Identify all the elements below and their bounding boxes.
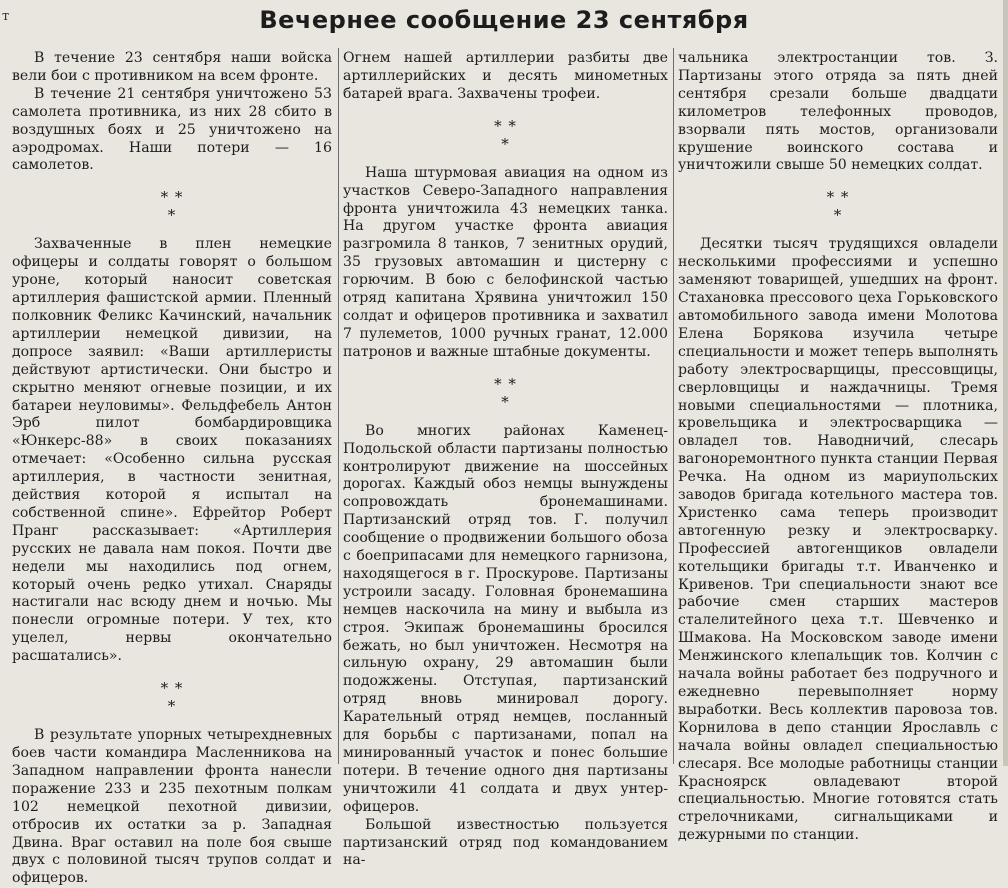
paragraph: Огнем нашей артиллерии разбиты две артиллерийских и десять минометных батарей врага. Захвачены трофеи. xyxy=(343,50,668,102)
paragraph: Десятки тысяч трудящихся овладели несколькими профессиями и успешно заменяют товарищей, ушедших на фронт. Стахановка прессового цеха Горьковского автомобильного завода имени Молотова Елена Борякова изучила четыре специальности и может теперь выполнять работу электросварщицы, прессовщицы, сверловщицы и наждачницы. Тремя новыми специальностями — плотника, кровельщика и электросварщика — овладел тов. Наводничий, слесарь вагоноремонтного пункта станции Первая Речка. На одном из мариупольских заводов бригада котельного мастера тов. Христенко сама теперь производит автогенную резку и электросварку. Профессией автогенщиков овладели котельщики бригады т.т. Иванченко и Кривенов. Три специальности знают все рабочие смен старших мастеров сталелитейного цеха т.т. Шевченко и Шмакова. На Московском заводе имени Менжинского клепальщик тов. Колчин с начала войны работает без подручного и ежедневно перевыполняет норму выработки. Весь коллектив паровоза тов. Корнилова в депо станции Ярославль с начала войны овладел специальностью слесаря. Все молодые работницы станции Красноярск овладевают второй специальностью. Многие готовятся стать стрелочниками, сигнальщиками и дежурными по станции. xyxy=(678,236,998,844)
paragraph: Наша штурмовая авиация на одном из участков Северо-Западного направления фронта уничтожила 43 немецких танка. На другом участке фронта авиация разгромила 8 танков, 7 зенитных орудий, 35 грузовых автомашин и цистерну с горючим. В бою с белофинской частью отряд капитана Хрявина уничтожил 150 солдат и офицеров противника и захватил 7 пулеметов, 1000 ручных гранат, 12.000 патронов и важные штабные документы. xyxy=(343,164,668,360)
paragraph: Большой известностью пользуется партизанский отряд под командованием на- xyxy=(343,816,668,869)
column-2 xyxy=(343,50,668,869)
page-edge xyxy=(1003,0,1008,766)
paragraph: чальника электростанции тов. З. Партизаны этого отряда за пять дней сентября срезали больше двадцати километров телефонных проводов, взорвали пять мостов, организовали крушение воинского состава и уничтожили свыше 50 немецких солдат. xyxy=(678,50,998,174)
paragraph: В течение 23 сентября наши войска вели бои с противником на всем фронте. xyxy=(12,50,332,84)
section-separator: * * * xyxy=(826,188,850,225)
section-separator: * * * xyxy=(494,116,517,153)
column-divider xyxy=(673,48,674,764)
article-title: Вечернее сообщение 23 сентября xyxy=(259,6,749,34)
section-separator: * * * xyxy=(160,188,184,225)
margin-fragment: т xyxy=(2,9,10,24)
column-3 xyxy=(678,50,998,844)
paragraph: Во многих районах Каменец-Подольской области партизаны полностью контролируют движение на шоссейных дорогах. Каждый обоз немцы вынуждены сопровождать бронемашинами. Партизанский отряд тов. Г. получил сообщение о продвижении большого обоза с боеприпасами для немецкого гарнизона, находящегося в г. Проскурове. Партизаны устроили засаду. Головная бронемашина немцев наскочила на мину и выбыла из строя. Экипаж бронемашины бросился бежать, но был уничтожен. Несмотря на сильную охрану, 29 автомашин были подожжены. Отступая, партизанский отряд вновь минировал дорогу. Карательный отряд немцев, посланный для борьбы с партизанами, попал на минированный участок и понес большие потери. В течение одного дня партизаны уничтожили 41 солдата и двух унтер-офицеров. xyxy=(343,422,668,815)
paragraph: В течение 21 сентября уничтожено 53 самолета противника, из них 28 сбито в воздушных боях и 25 уничтожено на аэродромах. Наши потери — 16 самолетов. xyxy=(12,85,332,174)
section-separator: * * * xyxy=(494,374,517,411)
column-divider xyxy=(338,48,339,764)
column-1 xyxy=(12,50,332,887)
paragraph: Захваченные в плен немецкие офицеры и солдаты говорят о большом уроне, который наносит советская артиллерия фашистской армии. Пленный полковник Феликс Качинский, начальник артиллерии немецкой дивизии, на допросе заявил: «Ваши артиллеристы действуют артистически. Они быстро и скрытно меняют огневые позиции, и их батареи неуловимы». Фельдфебель Антон Эрб пилот бомбардировщика «Юнкерс-88» в своих показаниях отмечает: «Особенно сильна русская артиллерия, в частности зенитная, действия которой я испытал на собственной спине». Ефрейтор Роберт Пранг рассказывает: «Артиллерия русских не давала нам покоя. Почти две недели мы находились под огнем, который очень редко утихал. Снаряды настигали нас всюду днем и ночью. Мы понесли огромные потери. У тех, кто уцелел, нервы окончательно расшатались». xyxy=(12,236,332,665)
section-separator: * * * xyxy=(160,679,184,716)
paragraph: В результате упорных четырехдневных боев части командира Масленникова на Западном направлении фронта нанесли поражение 233 и 235 пехотным полкам 102 немецкой пехотной дивизии, отбросив их остатки за р. Западная Двина. Враг оставил на поле боя свыше двух с половиной тысяч трупов солдат и офицеров. xyxy=(12,727,332,887)
